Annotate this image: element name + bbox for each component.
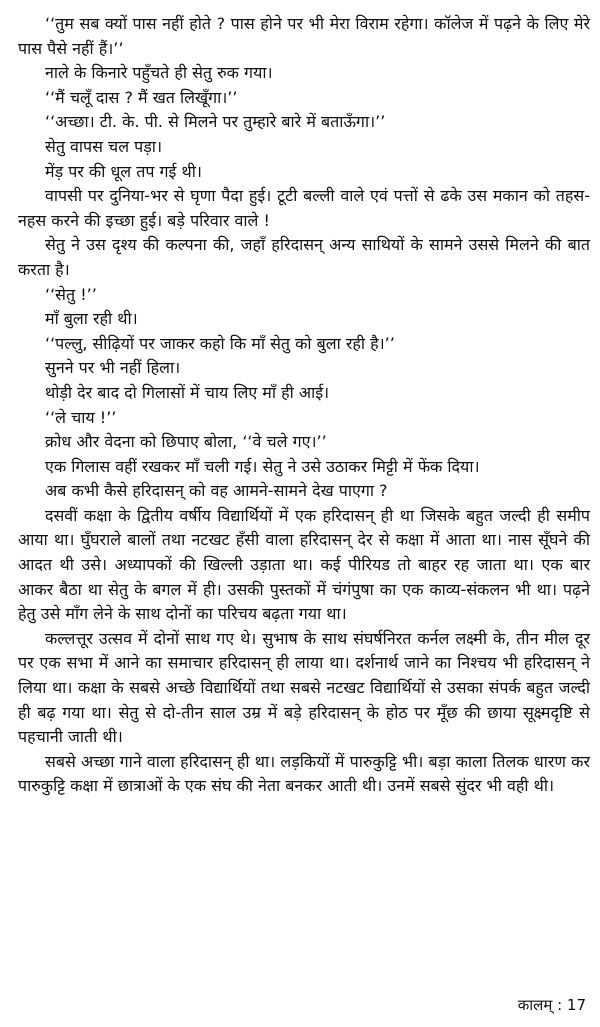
paragraph: थोड़ी देर बाद दो गिलासों में चाय लिए माँ ही आई।: [45, 382, 330, 402]
paragraph: माँ बुला रही थी।: [45, 309, 138, 329]
paragraph: सुनने पर भी नहीं हिला।: [45, 358, 181, 378]
paragraph: सेतु ने उस दृश्य की कल्पना की, जहाँ हरिदासन् अन्य साथियों के सामने उससे मिलने की बात करता है।: [18, 235, 590, 279]
paragraph: ‘‘अच्छा। टी. के. पी. से मिलने पर तुम्हारे बारे में बताऊँगा।’’: [45, 112, 386, 132]
paragraph: ‘‘सेतु !’’: [45, 284, 97, 304]
paragraph: सेतु वापस चल पड़ा।: [45, 136, 163, 156]
paragraph: मेंड़ पर की धूल तप गई थी।: [45, 161, 202, 181]
paragraph: दसवीं कक्षा के द्वितीय वर्षीय विद्यार्थियों में एक हरिदासन् ही था जिसके बहुत जल्दी ही समीप आया था। घुँघराले बालों तथा नटखट हँसी वाला हरिदासन् देर से कक्षा में आता था। नास सूँघने की आदत थी उसे। अध्यापकों की खिल्ली उड़ाता था। कई पीरियड तो बाहर रह जाता था। एक बार आकर बैठा था सेतु के बगल में ही। उसकी पुस्तकों में चंगंपुषा का एक काव्य-संकलन भी था। पढ़ने हेतु उसे माँग लेने के साथ दोनों का परिचय बढ़ता गया था।: [18, 505, 590, 624]
paragraph: क्रोध और वेदना को छिपाए बोला, ‘‘वे चले गए।’’: [45, 432, 327, 452]
paragraph: सबसे अच्छा गाने वाला हरिदासन् ही था। लड़कियों में पारुकुट्टि भी। बड़ा काला तिलक धारण कर पारुकुट्टि कक्षा में छात्राओं के एक संघ की नेता बनकर आती थी। उनमें सबसे सुंदर भी वही थी।: [18, 751, 590, 796]
paragraph: नाले के किनारे पहुँचते ही सेतु रुक गया।: [45, 63, 273, 83]
page-number-footer: कालम् : 17: [517, 996, 586, 1014]
paragraph: वापसी पर दुनिया-भर से घृणा पैदा हुई। टूटी बल्ली वाले एवं पत्तों से ढके उस मकान को तहस-नहस करने की इच्छा हुई। बड़े परिवार वाले !: [18, 186, 590, 230]
paragraph: ‘‘ले चाय !’’: [45, 407, 117, 427]
paragraph: ‘‘पल्लु, सीढ़ियों पर जाकर कहो कि माँ सेतु को बुला रही है।’’: [45, 333, 395, 353]
paragraph: अब कभी कैसे हरिदासन् को वह आमने-सामने देख पाएगा ?: [45, 481, 388, 501]
page-body: [18, 12, 590, 799]
paragraph: ‘‘मैं चलूँ दास ? मैं खत लिखूँगा।’’: [45, 87, 238, 107]
paragraph: एक गिलास वहीं रखकर माँ चली गई। सेतु ने उसे उठाकर मिट्टी में फेंक दिया।: [45, 456, 480, 476]
paragraph: कल्लत्तूर उत्सव में दोनों साथ गए थे। सुभाष के साथ संघर्षनिरत कर्नल लक्ष्मी के, तीन मील दूर पर एक सभा में आने का समाचार हरिदासन् ही लाया था। दर्शनार्थ जाने का निश्चय भी हरिदासन् ने लिया था। कक्षा के सबसे अच्छे विद्यार्थियों तथा सबसे नटखट विद्यार्थियों से उसका संपर्क बहुत जल्दी ही बढ़ गया था। सेतु से दो-तीन साल उम्र में बड़े हरिदासन् के होठ पर मूँछ की छाया सूक्ष्मदृष्टि से पहचानी जाती थी।: [18, 628, 590, 747]
paragraph: ‘‘तुम सब क्यों पास नहीं होते ? पास होने पर भी मेरा विराम रहेगा। कॉलेज में पढ़ने के लिए मेरे पास पैसे नहीं हैं।’’: [18, 14, 590, 58]
